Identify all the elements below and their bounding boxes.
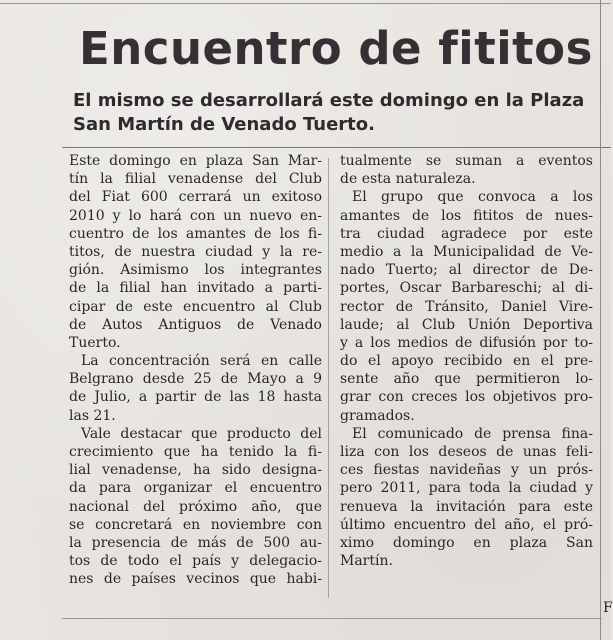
- body-text-line: liza con los deseos de unas feli-: [340, 444, 593, 460]
- body-text-line: sente año que permitieron lo-: [340, 371, 593, 388]
- body-text-line: medio a la Municipalidad de Ve-: [340, 243, 593, 260]
- body-text-line: de esta naturaleza.: [340, 171, 476, 188]
- body-text-line: La concentración será en calle: [81, 353, 322, 370]
- body-text-line: ximo domingo en plaza San: [340, 534, 593, 551]
- body-text-line: El grupo que convoca a los: [352, 189, 593, 206]
- subheadline-line: El mismo se desarrollará este domingo en la Plaza: [73, 90, 585, 111]
- subheadline-line: San Martín de Venado Tuerto.: [73, 114, 375, 135]
- body-text-line: nes de países vecinos que habi-: [69, 571, 322, 588]
- body-text-line: gramados.: [340, 407, 415, 424]
- body-text-line: se concretará en noviembre con: [69, 516, 322, 533]
- body-text-line: la presencia de más de 500 au-: [69, 534, 322, 551]
- body-text-line: lial venadense, ha sido designa-: [69, 462, 322, 479]
- body-text-line: rector de Tránsito, Daniel Vire-: [340, 298, 593, 315]
- body-text-line: tra ciudad agradece por este: [340, 225, 593, 242]
- body-text-line: Martín.: [340, 553, 393, 570]
- body-text-line: Vale destacar que producto del: [81, 425, 322, 442]
- body-text-line: do el apoyo recibido en el pre-: [340, 353, 593, 370]
- body-text-line: cipar de este encuentro al Club: [69, 298, 322, 315]
- headline: Encuentro de fititos: [79, 22, 593, 75]
- body-text-line: ces fiestas navideñas y un prós-: [340, 462, 593, 479]
- body-text-line: último encuentro del año, el pró-: [340, 516, 593, 533]
- body-text-line: titos, de nuestra ciudad y la re-: [69, 243, 322, 260]
- body-text-line: portes, Oscar Barbareschi; al di-: [340, 280, 593, 297]
- body-text-line: tín la filial venadense del Club: [69, 171, 322, 188]
- body-text-line: de Julio, a partir de las 18 hasta: [69, 389, 322, 406]
- column-divider: [328, 158, 329, 598]
- body-text-line: y a los medios de difusión por to-: [340, 334, 593, 351]
- body-text-line: El comunicado de prensa fina-: [352, 425, 593, 442]
- body-text-line: renueva la invitación para este: [340, 498, 593, 515]
- body-text-line: Tuerto.: [69, 334, 121, 351]
- body-text-line: gión. Asimismo los integrantes: [69, 262, 322, 279]
- body-text-line: nacional del próximo año, que: [69, 498, 322, 515]
- body-text-line: laude; al Club Unión Deportiva: [340, 316, 593, 333]
- body-text-line: tualmente se suman a eventos: [340, 153, 593, 169]
- body-text-line: del Fiat 600 cerrará un exitoso: [69, 189, 322, 206]
- body-text-line: grar con creces los objetivos pro-: [340, 389, 593, 406]
- body-text-line: cuentro de los amantes de los fi-: [69, 225, 322, 242]
- headline-divider: [62, 147, 611, 148]
- body-text-line: pero 2011, para toda la ciudad y: [340, 480, 593, 497]
- body-text-line: tos de todo el país y delegacio-: [69, 553, 322, 570]
- body-text-line: de la filial han invitado a parti-: [69, 280, 322, 297]
- body-text-line: da para organizar el encuentro: [69, 480, 322, 497]
- body-text-line: crecimiento que ha tenido la fi-: [69, 444, 322, 460]
- body-text-line: nado Tuerto; al director de De-: [340, 262, 593, 279]
- body-column-right: [340, 152, 593, 570]
- body-text-line: Belgrano desde 25 de Mayo a 9: [69, 371, 322, 388]
- bottom-divider: [62, 618, 602, 619]
- subheadline: [73, 89, 598, 137]
- body-text-line: de Autos Antiguos de Venado: [69, 316, 322, 333]
- body-text-line: las 21.: [69, 407, 116, 424]
- body-column-left: [69, 152, 322, 589]
- body-text-line: amantes de los fititos de nues-: [340, 207, 593, 224]
- adjacent-article-fragment: F: [603, 600, 613, 616]
- body-text-line: Este domingo en plaza San Mar-: [69, 153, 322, 169]
- page-edge-rule: [600, 0, 601, 640]
- top-divider: [0, 3, 611, 4]
- body-text-line: 2010 y lo hará con un nuevo en-: [69, 207, 322, 224]
